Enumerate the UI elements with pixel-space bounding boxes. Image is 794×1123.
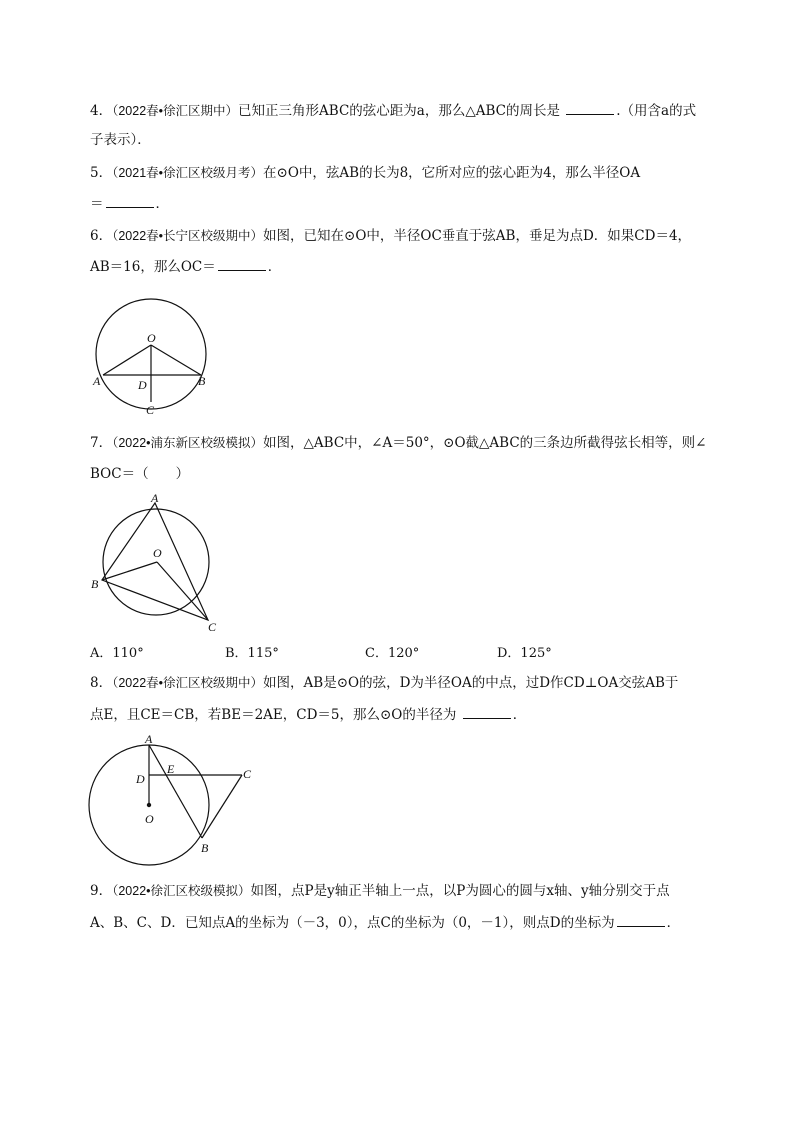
q7-line2: BOC＝（ ） bbox=[90, 466, 190, 482]
q8-chord-ab bbox=[149, 745, 202, 838]
q8-label-b: B bbox=[201, 841, 209, 855]
q7-figure bbox=[88, 490, 228, 635]
q5-text2-tail: ． bbox=[155, 196, 169, 212]
q6-line1 bbox=[90, 226, 691, 246]
q8-line1 bbox=[90, 673, 678, 693]
q7-option-c[interactable]: C．120° bbox=[365, 646, 420, 661]
q6-text2: AB＝16，那么OC＝ bbox=[90, 259, 216, 275]
q7-number: 7． bbox=[90, 435, 113, 451]
q6-label-o: O bbox=[147, 331, 156, 345]
q6-label-b: B bbox=[198, 374, 206, 388]
q5-source: （2021春•徐汇区校级月考） bbox=[112, 166, 264, 180]
q7-source: （2022•浦东新区校级模拟） bbox=[112, 436, 264, 450]
q9-line1 bbox=[90, 881, 670, 901]
q8-center-dot bbox=[147, 803, 151, 807]
q7-segment-ob bbox=[102, 562, 157, 580]
q8-text2: 点E，且CE＝CB，若BE＝2AE，CD＝5，那么⊙O的半径为 bbox=[90, 707, 457, 723]
q7-option-d[interactable]: D．125° bbox=[497, 646, 552, 661]
q9-line2 bbox=[90, 912, 680, 933]
q8-answer-blank[interactable] bbox=[463, 704, 511, 719]
q8-line2 bbox=[90, 704, 526, 725]
q6-line2 bbox=[90, 256, 281, 277]
q8-label-o: O bbox=[145, 812, 154, 826]
q6-figure bbox=[85, 290, 225, 430]
q4-line1 bbox=[90, 100, 696, 121]
q8-label-d: D bbox=[136, 772, 145, 786]
q7-label-c: C bbox=[208, 620, 217, 634]
q4-line2: 子表示）． bbox=[90, 132, 151, 148]
q4-source: （2022春•徐汇区期中） bbox=[112, 104, 239, 118]
q6-number: 6． bbox=[90, 228, 113, 244]
q6-radius-oa bbox=[103, 345, 151, 375]
q4-answer-blank[interactable] bbox=[566, 100, 614, 115]
q6-answer-blank[interactable] bbox=[218, 256, 266, 271]
q9-text2: A、B、C、D．已知点A的坐标为（－3，0），点C的坐标为（0，－1），则点D的坐标为 bbox=[90, 915, 615, 931]
q8-segment-cb bbox=[202, 775, 242, 838]
q9-answer-blank[interactable] bbox=[617, 912, 665, 927]
q4-text: 已知正三角形ABC的弦心距为a，那么△ABC的周长是 bbox=[238, 103, 560, 119]
q4-number: 4． bbox=[90, 103, 113, 119]
q8-label-e: E bbox=[167, 762, 175, 776]
q9-text: 如图，点P是y轴正半轴上一点，以P为圆心的圆与x轴、y轴分别交于点 bbox=[250, 883, 670, 899]
q7-line1 bbox=[90, 433, 706, 453]
q5-answer-blank[interactable] bbox=[106, 193, 154, 208]
q6-text2-tail: ． bbox=[267, 259, 282, 275]
q7-label-b: B bbox=[91, 577, 99, 591]
q6-label-a: A bbox=[93, 374, 101, 388]
q8-source: （2022春•徐汇区校级期中） bbox=[112, 676, 264, 690]
q7-option-a[interactable]: A．110° bbox=[90, 646, 144, 661]
q6-text: 如图，已知在⊙O中，半径OC垂直于弦AB，垂足为点D．如果CD＝4， bbox=[263, 228, 692, 244]
q7-label-o: O bbox=[153, 546, 162, 560]
q9-text2-tail: ． bbox=[666, 915, 681, 931]
q6-label-d: D bbox=[138, 378, 147, 392]
q7-text: 如图，△ABC中，∠A＝50°，⊙O截△ABC的三条边所截得弦长相等，则∠ bbox=[263, 435, 707, 451]
q7-label-a: A bbox=[151, 491, 159, 505]
q8-number: 8． bbox=[90, 675, 113, 691]
q4-text-tail: .（用含a的式 bbox=[616, 103, 697, 119]
q8-label-c: C bbox=[243, 767, 252, 781]
q9-number: 9． bbox=[90, 883, 113, 899]
q6-source: （2022春•长宁区校级期中） bbox=[112, 229, 264, 243]
q8-text2-tail: ． bbox=[512, 707, 527, 723]
q5-text: 在⊙O中，弦AB的长为8，它所对应的弦心距为4，那么半径OA bbox=[263, 165, 641, 181]
q8-figure bbox=[85, 728, 265, 873]
q5-line2 bbox=[90, 193, 169, 214]
q9-source: （2022•徐汇区校级模拟） bbox=[112, 884, 251, 898]
q5-number: 5． bbox=[90, 165, 113, 181]
q5-line1 bbox=[90, 163, 640, 183]
q8-label-a: A bbox=[145, 732, 153, 746]
q7-option-b[interactable]: B．115° bbox=[225, 646, 279, 661]
q6-label-c: C bbox=[146, 403, 155, 417]
q8-text: 如图，AB是⊙O的弦，D为半径OA的中点，过D作CD⊥OA交弦AB于 bbox=[263, 675, 679, 691]
q5-text2: ＝ bbox=[90, 196, 104, 212]
q6-radius-ob bbox=[151, 345, 201, 375]
